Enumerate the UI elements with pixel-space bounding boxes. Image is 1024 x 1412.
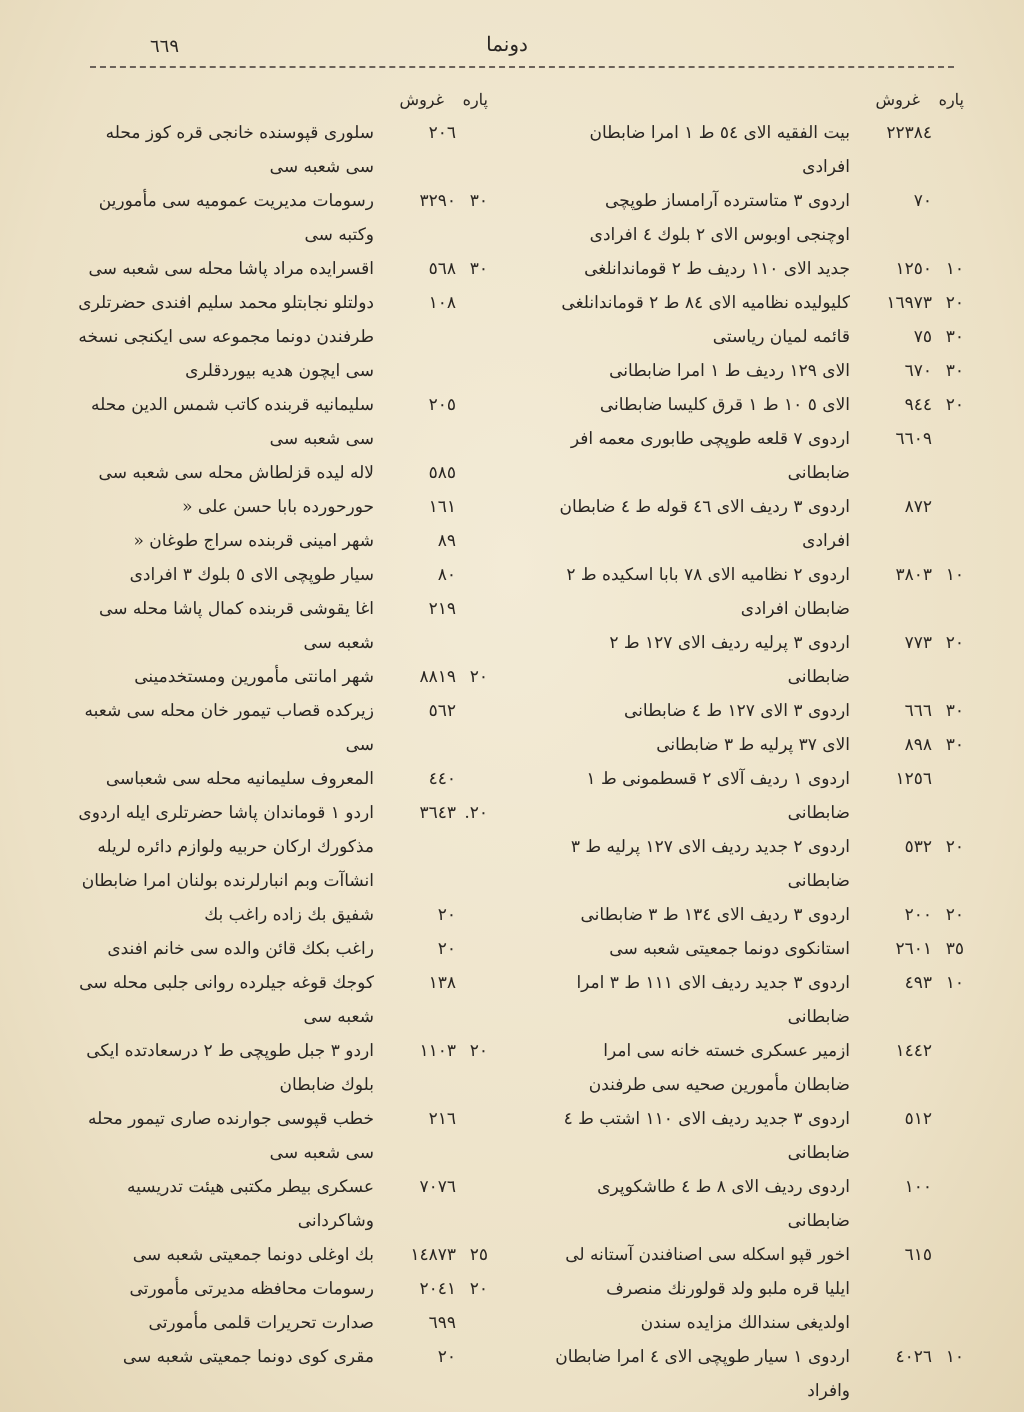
entry-para: ٢٠.: [464, 803, 488, 823]
entry-kurus: ٥٨٥: [428, 463, 456, 483]
entry-row: [554, 252, 964, 286]
entry-para: ١٠: [945, 565, 964, 585]
entry-kurus: ١٦١: [428, 497, 456, 517]
entry-description: زيركده قصاب تيمور خان محله سى شعبه سى: [84, 701, 374, 755]
entry-description: اردوى ٣ رديف الاى ١٣٤ ط ٣ ضابطانى: [580, 905, 850, 925]
entry-kurus: ٣٦٤٣: [419, 803, 456, 823]
entry-description: الاى ٥ ١٠ ط ١ قرق كليسا ضابطانى: [599, 395, 850, 415]
entry-description: بيت الفقيه الاى ٥٤ ط ١ امرا ضابطان افرادى: [589, 123, 850, 177]
entry-para: ٢٠: [945, 837, 964, 857]
column-header: [73, 90, 488, 116]
entry-kurus: ١٦٩٧٣: [886, 293, 932, 313]
entry-row: [554, 1102, 964, 1170]
entry-row: [73, 1340, 488, 1374]
entry-description: اردوى ٢ جديد رديف الاى ١٢٧ پرليه ط ٣ ضابطانى: [570, 837, 850, 891]
entry-row: [73, 252, 488, 286]
entry-kurus: ١٣٨: [428, 973, 456, 993]
entry-kurus: ٧٥: [913, 327, 932, 347]
entry-description: لاله ليده قزلطاش محله سى شعبه سى: [98, 463, 374, 483]
entry-kurus: ١١٠٣: [419, 1041, 456, 1061]
entry-kurus: ٣٨٠٣: [895, 565, 932, 585]
entry-kurus: ٤٤٠: [428, 769, 456, 789]
entry-kurus: ٨٨١٩: [419, 667, 456, 687]
entry-description: اردو ٣ جبل طوپچى ط ٢ درسعادتده ايكى بلوك ضابطان: [86, 1041, 374, 1095]
entry-row: [554, 1340, 964, 1408]
entry-row: [73, 1170, 488, 1238]
entry-para: ٣٥: [945, 939, 964, 959]
entry-row: [73, 558, 488, 592]
entry-kurus: ٨٩٨: [904, 735, 932, 755]
entry-description: سلورى قپوسنده خانجى قره كوز محله سى شعبه سى: [105, 123, 374, 177]
entry-row: [73, 762, 488, 796]
entry-description: رسومات مديريت عموميه سى مأمورين وكتبه سى: [98, 191, 374, 245]
header-rule: [90, 66, 954, 68]
entry-list: [554, 116, 964, 1408]
entry-kurus: ٧٧٣: [904, 633, 932, 653]
entry-kurus: ٢١٩: [428, 599, 456, 619]
entry-kurus: ٥٣٢: [904, 837, 932, 857]
entry-description: اردوى ٣ رديف الاى ٤٦ قوله ط ٤ ضابطان افرادى: [559, 497, 850, 551]
entry-row: [73, 932, 488, 966]
entry-description: الاى ١٢٩ رديف ط ١ امرا ضابطانى: [609, 361, 850, 381]
entry-row: [554, 388, 964, 422]
entry-kurus: ٩٤٤: [904, 395, 932, 415]
entry-row: [73, 456, 488, 490]
entry-description: خطب قپوسى جوارنده صارى تيمور محله سى شعبه سى: [87, 1109, 374, 1163]
entry-row: [73, 694, 488, 762]
entry-description: شهر امانتى مأمورين ومستخدمينى: [134, 667, 374, 687]
entry-para: ٢٠: [469, 667, 488, 687]
kurus-header: غروش: [875, 90, 920, 109]
entry-description: كوجك قوغه جيلرده روانى جلبى محله سى شعبه سى: [79, 973, 374, 1027]
entry-kurus: ٢٠٠: [904, 905, 932, 925]
entry-kurus: ٤٩٣: [904, 973, 932, 993]
entry-row: [73, 592, 488, 660]
entry-para: ٣٠: [469, 191, 488, 211]
entry-row: [73, 1034, 488, 1102]
entry-row: [554, 490, 964, 558]
entry-para: ٢٠: [945, 293, 964, 313]
entry-description: سيار طوپچى الاى ٥ بلوك ٣ افرادى: [129, 565, 374, 585]
entry-description: اردوى ٣ متاسترده آرامساز طوپچى اوچنجى اوبوس الاى ٢ بلوك ٤ افرادى: [589, 191, 850, 245]
running-title: دونما: [486, 32, 528, 56]
entry-row: [73, 796, 488, 898]
entry-description: ازمير عسكرى خسته خانه سى امرا ضابطان مأمورين صحيه سى طرفندن: [588, 1041, 850, 1095]
entry-row: [73, 898, 488, 932]
entry-description: اردوى ٣ جديد رديف الاى ١١٠ اشتب ط ٤ ضابطانى: [563, 1109, 850, 1163]
entry-row: [73, 1238, 488, 1272]
entry-row: [73, 184, 488, 252]
entry-description: اخور قپو اسكله سى اصنافندن آستانه لى ايليا قره ملبو ولد قولورنك منصرف اولديغى سندالك مزايده سندن: [565, 1245, 850, 1333]
entry-row: [73, 490, 488, 524]
page-header: [140, 30, 874, 64]
entry-kurus: ٢١٦: [428, 1109, 456, 1129]
entry-kurus: ١٢٥٦: [895, 769, 932, 789]
entry-kurus: ٦١٥: [904, 1245, 932, 1265]
entry-row: [73, 286, 488, 388]
column-right: [554, 90, 964, 1408]
entry-description: اردوى ١ رديف آلاى ٢ قسطمونى ط ١ ضابطانى: [586, 769, 850, 823]
entry-row: [554, 830, 964, 898]
entry-list: [73, 116, 488, 1374]
entry-description: اغا يقوشى قربنده كمال پاشا محله سى شعبه سى: [99, 599, 374, 653]
entry-row: [73, 116, 488, 184]
entry-description: عسكرى بيطر مكتبى هيئت تدريسيه وشاكردانى: [126, 1177, 374, 1231]
entry-description: اردوى ٣ پرليه رديف الاى ١٢٧ ط ٢ ضابطانى: [609, 633, 850, 687]
entry-description: اردوى ٢ نظاميه الاى ٧٨ بابا اسكيده ط ٢ ضابطان افرادى: [566, 565, 850, 619]
entry-description: بك اوغلى دونما جمعيتى شعبه سى: [132, 1245, 374, 1265]
entry-kurus: ١٢٥٠: [895, 259, 932, 279]
entry-para: ١٠: [945, 259, 964, 279]
column-left: [73, 90, 488, 1374]
entry-kurus: ٥١٢: [904, 1109, 932, 1129]
entry-kurus: ١٠٠: [904, 1177, 932, 1197]
entry-description: سليمانيه قربنده كاتب شمس الدين محله سى شعبه سى: [91, 395, 374, 449]
entry-description: استانكوى دونما جمعيتى شعبه سى: [609, 939, 850, 959]
entry-kurus: ٢٠٥: [428, 395, 456, 415]
entry-para: ٢٠: [945, 633, 964, 653]
entry-description: دولتلو نجابتلو محمد سليم افندى حضرتلرى طرفندن دونما مجموعه سى ايكنجى نسخه سى ايچون هديه بيوردقلرى: [78, 293, 374, 381]
entry-description: الاى ٣٧ پرليه ط ٣ ضابطانى: [656, 735, 850, 755]
entry-description: شهر امينى قربنده سراج طوغان «: [133, 531, 374, 551]
entry-para: ٢٠: [469, 1041, 488, 1061]
entry-row: [73, 388, 488, 456]
entry-row: [73, 1272, 488, 1306]
column-header: [554, 90, 964, 116]
entry-description: صدارت تحريرات قلمى مأمورتى: [148, 1313, 374, 1333]
para-header: پاره: [938, 90, 964, 109]
entry-row: [554, 320, 964, 354]
entry-kurus: ٣٢٩٠: [419, 191, 456, 211]
entry-kurus: ٢٠: [437, 1347, 456, 1367]
entry-kurus: ٦٦٦: [904, 701, 932, 721]
entry-para: ٣٠: [945, 327, 964, 347]
entry-description: اردوى ٧ قلعه طوپچى طابورى معمه افر ضابطانى: [570, 429, 850, 483]
entry-row: [554, 1238, 964, 1340]
entry-description: اردوى رديف الاى ٨ ط ٤ طاشكوپرى ضابطانى: [597, 1177, 850, 1231]
entry-row: [554, 116, 964, 184]
entry-row: [554, 626, 964, 694]
entry-kurus: ٥٦٨: [428, 259, 456, 279]
entry-description: شفيق بك زاده راغب بك: [204, 905, 374, 925]
entry-para: ٣٠: [469, 259, 488, 279]
entry-row: [554, 354, 964, 388]
entry-description: راغب بكك قائن والده سى خانم افندى: [107, 939, 374, 959]
entry-row: [554, 558, 964, 626]
entry-description: اردو ١ قوماندان پاشا حضرتلرى ايله اردوى مذكورك اركان حربيه ولوازم دائره لريله انشاآت وبم انبارلرنده بولنان امرا ضابطان: [78, 803, 374, 891]
entry-row: [73, 524, 488, 558]
entry-row: [554, 762, 964, 830]
entry-para: ٢٥: [469, 1245, 488, 1265]
entry-kurus: ٦٦٠٩: [895, 429, 932, 449]
entry-kurus: ٦٩٩: [428, 1313, 456, 1333]
entry-kurus: ٧٠٧٦: [419, 1177, 456, 1197]
entry-description: المعروف سليمانيه محله سى شعباسى: [105, 769, 374, 789]
entry-kurus: ٢٠: [437, 939, 456, 959]
entry-kurus: ٨٠: [437, 565, 456, 585]
page-number: ٦٦٩: [150, 36, 180, 57]
entry-kurus: ٢٠٦: [428, 123, 456, 143]
entry-kurus: ٢٠٤١: [419, 1279, 456, 1299]
entry-row: [73, 966, 488, 1034]
para-header: پاره: [462, 90, 488, 109]
entry-row: [554, 184, 964, 252]
entry-kurus: ١٠٨: [428, 293, 456, 313]
entry-row: [554, 286, 964, 320]
kurus-header: غروش: [399, 90, 444, 109]
entry-description: اردوى ٣ الاى ١٢٧ ط ٤ ضابطانى: [624, 701, 850, 721]
entry-row: [554, 422, 964, 490]
entry-row: [554, 1170, 964, 1238]
entry-para: ١٠: [945, 1347, 964, 1367]
entry-para: ٣٠: [945, 735, 964, 755]
entry-row: [73, 1102, 488, 1170]
entry-kurus: ١٤٤٢: [895, 1041, 932, 1061]
entry-row: [554, 694, 964, 728]
entry-kurus: ٦٧٠: [904, 361, 932, 381]
entry-row: [554, 932, 964, 966]
entry-description: اردوى ٣ جديد رديف الاى ١١١ ط ٣ امرا ضابطانى: [576, 973, 850, 1027]
entry-kurus: ٢٢٣٨٤: [886, 123, 932, 143]
entry-description: كليوليده نظاميه الاى ٨٤ ط ٢ قوماندانلغى: [561, 293, 850, 313]
entry-description: رسومات محافظه مديرتى مأمورتى: [129, 1279, 374, 1299]
entry-description: جديد الاى ١١٠ رديف ط ٢ قوماندانلغى: [584, 259, 850, 279]
entry-description: اقسرايده مراد پاشا محله سى شعبه سى: [88, 259, 374, 279]
entry-kurus: ٤٠٢٦: [895, 1347, 932, 1367]
entry-kurus: ١٤٨٧٣: [410, 1245, 456, 1265]
entry-description: حورحورده بابا حسن على «: [182, 497, 374, 517]
entry-row: [554, 1034, 964, 1102]
entry-kurus: ٨٩: [437, 531, 456, 551]
entry-para: ٣٠: [945, 361, 964, 381]
entry-para: ٢٠: [469, 1279, 488, 1299]
entry-description: اردوى ١ سيار طوپچى الاى ٤ امرا ضابطان وافراد: [555, 1347, 850, 1401]
entry-row: [73, 660, 488, 694]
entry-row: [554, 966, 964, 1034]
entry-kurus: ٨٧٢: [904, 497, 932, 517]
entry-kurus: ٥٦٢: [428, 701, 456, 721]
entry-row: [554, 898, 964, 932]
entry-row: [554, 728, 964, 762]
entry-para: ٢٠: [945, 905, 964, 925]
entry-kurus: ٢٦٠١: [895, 939, 932, 959]
entry-description: قائمه لميان رياستى: [712, 327, 850, 347]
entry-para: ١٠: [945, 973, 964, 993]
entry-para: ٣٠: [945, 701, 964, 721]
entry-description: مقرى كوى دونما جمعيتى شعبه سى: [122, 1347, 374, 1367]
entry-kurus: ٢٠: [437, 905, 456, 925]
entry-kurus: ٧٠: [913, 191, 932, 211]
entry-para: ٢٠: [945, 395, 964, 415]
entry-row: [73, 1306, 488, 1340]
